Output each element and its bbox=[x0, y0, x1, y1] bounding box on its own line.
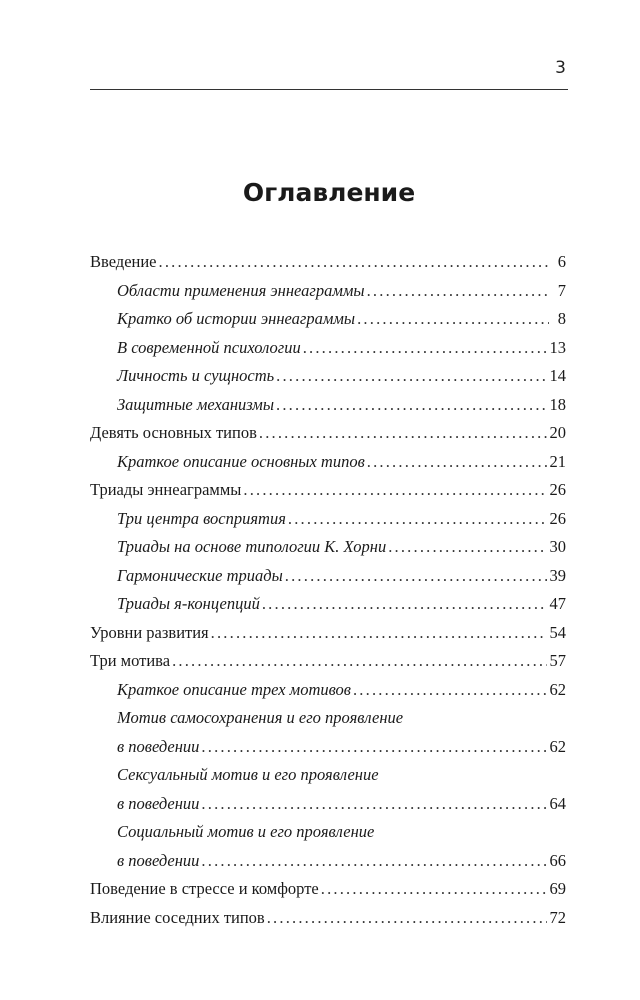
toc-entry-title: Социальный мотив и его проявление bbox=[117, 822, 375, 841]
page-number: 3 bbox=[555, 58, 566, 78]
toc-subentry bbox=[90, 761, 566, 790]
toc-entry-title: Девять основных типов bbox=[90, 423, 257, 442]
toc-entry-page: 7 bbox=[557, 280, 566, 300]
toc-entry-title: Гармонические триады bbox=[117, 565, 283, 585]
toc-subentry bbox=[90, 305, 566, 334]
toc-entry-page: 26 bbox=[549, 508, 566, 528]
toc-subentry bbox=[90, 733, 566, 762]
toc-entry-page: 57 bbox=[549, 651, 566, 670]
toc-entry-page: 72 bbox=[549, 907, 566, 927]
toc-entry-title: Триады я-концепций bbox=[117, 594, 260, 613]
toc-entry-title: Поведение в стрессе и комфорте bbox=[90, 879, 319, 898]
dot-leader bbox=[285, 562, 547, 591]
toc-entry-title: Кратко об истории эннеаграммы bbox=[117, 309, 356, 328]
toc-entry-page: 54 bbox=[549, 622, 566, 642]
dot-leader bbox=[353, 676, 547, 705]
dot-leader bbox=[159, 248, 549, 277]
toc-entry bbox=[90, 875, 566, 904]
toc-entry bbox=[90, 904, 566, 933]
toc-entry-title: Области применения эннеаграммы bbox=[117, 280, 365, 300]
toc-subentry bbox=[90, 448, 566, 477]
dot-leader bbox=[367, 448, 547, 477]
toc-subentry bbox=[90, 676, 566, 705]
dot-leader bbox=[357, 305, 549, 334]
toc-entry-page: 6 bbox=[557, 252, 566, 271]
toc-entry-title: в поведении bbox=[117, 850, 200, 870]
toc-entry-page: 39 bbox=[549, 565, 566, 585]
page-title: Оглавление bbox=[242, 178, 416, 207]
toc-entry-page: 8 bbox=[557, 309, 566, 328]
toc-entry-title: Сексуальный мотив и его проявление bbox=[117, 765, 379, 784]
toc-entry-title: В современной психологии bbox=[117, 337, 301, 357]
toc-entry-page: 14 bbox=[549, 366, 566, 385]
dot-leader bbox=[303, 334, 547, 363]
dot-leader bbox=[321, 875, 547, 904]
toc-entry-page: 13 bbox=[549, 337, 566, 357]
toc-entry-page: 66 bbox=[549, 850, 566, 870]
toc-subentry bbox=[90, 362, 566, 391]
toc-entry-page: 30 bbox=[549, 537, 566, 556]
toc-entry-page: 62 bbox=[549, 679, 566, 699]
toc-entry-page: 62 bbox=[549, 736, 566, 756]
toc-subentry bbox=[90, 562, 566, 591]
toc-entry-page: 26 bbox=[549, 480, 566, 499]
dot-leader bbox=[211, 619, 547, 648]
toc-subentry bbox=[90, 590, 566, 619]
toc-entry-title: Три мотива bbox=[90, 651, 171, 670]
toc-entry-page: 21 bbox=[549, 451, 566, 471]
dot-leader bbox=[201, 790, 546, 819]
dot-leader bbox=[262, 590, 547, 619]
toc-entry bbox=[90, 647, 566, 676]
toc-subentry bbox=[90, 391, 566, 420]
toc-subentry bbox=[90, 704, 566, 733]
toc-entry-page: 18 bbox=[549, 394, 566, 414]
toc-subentry bbox=[90, 847, 566, 876]
toc-subentry bbox=[90, 533, 566, 562]
toc-subentry bbox=[90, 277, 566, 306]
toc-entry-title: Мотив самосохранения и его проявление bbox=[117, 708, 404, 727]
toc-entry-page: 69 bbox=[549, 879, 566, 898]
dot-leader bbox=[259, 419, 547, 448]
dot-leader bbox=[267, 904, 547, 933]
toc-entry-page: 64 bbox=[549, 793, 566, 813]
toc-entry-title: Краткое описание основных типов bbox=[117, 451, 365, 471]
toc-entry-title: в поведении bbox=[117, 793, 200, 813]
toc-entry-title: Защитные механизмы bbox=[117, 394, 275, 414]
toc-entry bbox=[90, 619, 566, 648]
toc-entry-title: Влияние соседних типов bbox=[90, 907, 265, 927]
toc-subentry bbox=[90, 334, 566, 363]
toc-entry-title: Триады на основе типологии К. Хорни bbox=[117, 537, 387, 556]
dot-leader bbox=[172, 647, 546, 676]
toc-entry-title: Триады эннеаграммы bbox=[90, 480, 242, 499]
toc-subentry bbox=[90, 505, 566, 534]
dot-leader bbox=[276, 391, 546, 420]
toc-entry-title: Уровни развития bbox=[90, 622, 209, 642]
dot-leader bbox=[201, 847, 546, 876]
dot-leader bbox=[201, 733, 546, 762]
toc-entry-title: Личность и сущность bbox=[117, 366, 275, 385]
dot-leader bbox=[288, 505, 547, 534]
toc-subentry bbox=[90, 818, 566, 847]
toc-entry bbox=[90, 476, 566, 505]
toc-entry-title: Введение bbox=[90, 252, 157, 271]
dot-leader bbox=[243, 476, 546, 505]
toc-subentry bbox=[90, 790, 566, 819]
toc-entry bbox=[90, 248, 566, 277]
header-rule bbox=[90, 89, 568, 90]
toc-entry-title: Краткое описание трех мотивов bbox=[117, 679, 351, 699]
dot-leader bbox=[367, 277, 549, 306]
dot-leader bbox=[388, 533, 546, 562]
toc-entry bbox=[90, 419, 566, 448]
toc-entry-page: 20 bbox=[549, 423, 566, 442]
toc-entry-title: в поведении bbox=[117, 736, 200, 756]
dot-leader bbox=[276, 362, 546, 391]
toc-entry-page: 47 bbox=[549, 594, 566, 613]
toc-entry-title: Три центра восприятия bbox=[117, 508, 286, 528]
table-of-contents bbox=[90, 248, 566, 932]
